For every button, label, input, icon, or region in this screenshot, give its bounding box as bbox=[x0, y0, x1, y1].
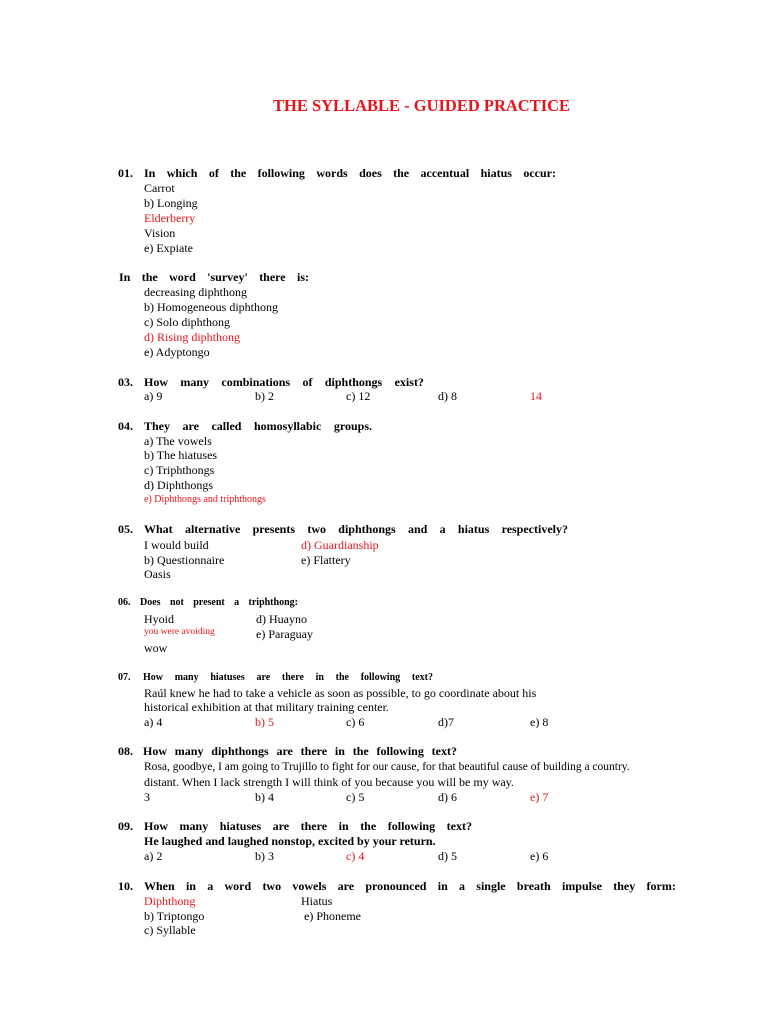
prompt-word: there bbox=[300, 744, 328, 758]
option-a: a) 9 bbox=[144, 389, 163, 403]
prompt-word: text? bbox=[446, 819, 472, 833]
question-prompt bbox=[140, 596, 298, 610]
prompt-word: How bbox=[143, 672, 163, 683]
prompt-word: In bbox=[119, 270, 131, 284]
prompt-word: exist? bbox=[394, 375, 424, 389]
question-prompt bbox=[144, 166, 556, 180]
prompt-word: and bbox=[407, 522, 428, 536]
option-e-answer: 14 bbox=[530, 389, 542, 403]
option-a: 3 bbox=[144, 790, 150, 804]
prompt-word: respectively? bbox=[501, 522, 568, 536]
prompt-word: the bbox=[141, 270, 158, 284]
prompt-word: combinations bbox=[221, 375, 291, 389]
question-text-line: Raúl knew he had to take a vehicle as soon as possible, to go coordinate about his bbox=[144, 686, 537, 700]
prompt-word: not bbox=[169, 597, 184, 608]
option-d: d)7 bbox=[438, 715, 454, 729]
option-d: Vision bbox=[144, 226, 176, 240]
question-number: 06. bbox=[118, 597, 131, 608]
option-c-answer: c) 4 bbox=[346, 849, 365, 863]
question-number: 01. bbox=[118, 166, 133, 180]
prompt-word: there bbox=[281, 672, 304, 683]
prompt-word: words bbox=[316, 166, 348, 180]
prompt-word: hiatus bbox=[480, 166, 512, 180]
question-prompt bbox=[144, 819, 472, 833]
question-number: 08. bbox=[118, 744, 133, 758]
prompt-word: hiatus bbox=[457, 522, 490, 536]
option-e: e) Phoneme bbox=[304, 909, 361, 923]
prompt-word: a bbox=[207, 879, 214, 893]
question-prompt bbox=[119, 270, 309, 284]
prompt-word: the bbox=[352, 744, 369, 758]
option-b-answer: b) 5 bbox=[255, 715, 274, 729]
prompt-word: 'survey' bbox=[207, 270, 248, 284]
prompt-word: following bbox=[257, 166, 305, 180]
question-number: 03. bbox=[118, 375, 133, 389]
option-b: b) Homogeneous diphthong bbox=[144, 300, 278, 314]
option-a-answer: Diphthong bbox=[144, 894, 196, 908]
option-c: c) Syllable bbox=[144, 923, 196, 937]
prompt-word: in bbox=[315, 672, 324, 683]
prompt-word: they bbox=[613, 879, 636, 893]
option-c: c) Triphthongs bbox=[144, 463, 215, 477]
prompt-word: are bbox=[276, 744, 293, 758]
prompt-word: text? bbox=[431, 744, 457, 758]
prompt-word: occur: bbox=[523, 166, 556, 180]
prompt-word: many bbox=[174, 744, 204, 758]
prompt-word: in bbox=[437, 879, 448, 893]
option-e-answer: e) Diphthongs and triphthongs bbox=[144, 494, 266, 505]
option-c: c) 6 bbox=[346, 715, 365, 729]
option-d: d) 6 bbox=[438, 790, 457, 804]
option-d: Hiatus bbox=[301, 894, 333, 908]
prompt-word: presents bbox=[252, 522, 296, 536]
prompt-word: hiatuses bbox=[210, 672, 245, 683]
prompt-word: How bbox=[144, 819, 168, 833]
option-a: a) 4 bbox=[144, 715, 163, 729]
question-number: 04. bbox=[118, 419, 133, 433]
prompt-word: many bbox=[174, 672, 199, 683]
prompt-word: homosyllabic bbox=[254, 419, 322, 433]
prompt-word: the bbox=[230, 166, 247, 180]
question-number: 05. bbox=[118, 522, 133, 536]
prompt-word: a bbox=[234, 597, 240, 608]
option-e: e) 6 bbox=[530, 849, 549, 863]
option-b: b) Questionnaire bbox=[144, 553, 225, 567]
option-a: a) 2 bbox=[144, 849, 163, 863]
prompt-word: the bbox=[360, 819, 377, 833]
prompt-word: hiatuses bbox=[219, 819, 262, 833]
option-a: a) The vowels bbox=[144, 434, 212, 448]
prompt-word: following bbox=[387, 819, 436, 833]
prompt-word: two bbox=[262, 879, 282, 893]
prompt-word: in bbox=[338, 819, 349, 833]
option-a: Hyoid bbox=[144, 612, 174, 626]
prompt-word: which bbox=[166, 166, 198, 180]
prompt-word: called bbox=[211, 419, 242, 433]
option-c: Oasis bbox=[144, 567, 171, 581]
option-d: d) 8 bbox=[438, 389, 457, 403]
prompt-word: a bbox=[439, 522, 446, 536]
prompt-word: the bbox=[393, 166, 410, 180]
prompt-word: word bbox=[169, 270, 196, 284]
option-e: e) Flattery bbox=[301, 553, 351, 567]
option-b: b) 4 bbox=[255, 790, 274, 804]
option-c-answer: Elderberry bbox=[144, 211, 196, 225]
question-prompt bbox=[143, 671, 433, 685]
option-c: c) Solo diphthong bbox=[144, 315, 230, 329]
option-d-answer: d) Guardianship bbox=[301, 538, 379, 552]
prompt-word: the bbox=[335, 672, 349, 683]
prompt-word: in bbox=[185, 879, 196, 893]
prompt-word: does bbox=[359, 166, 382, 180]
question-text-line: Rosa, goodbye, I am going to Trujillo to fight for our cause, for that beautiful cause of building a country. bbox=[144, 761, 630, 773]
prompt-word: is: bbox=[297, 270, 309, 284]
question-prompt bbox=[144, 375, 424, 389]
prompt-word: there bbox=[300, 819, 328, 833]
prompt-word: diphthongs bbox=[338, 522, 396, 536]
option-d: d) 5 bbox=[438, 849, 457, 863]
option-e: e) Expiate bbox=[144, 241, 193, 255]
prompt-word: breath bbox=[516, 879, 551, 893]
option-e: e) 8 bbox=[530, 715, 549, 729]
prompt-word: impulse bbox=[561, 879, 602, 893]
option-a: Carrot bbox=[144, 181, 175, 195]
option-b: b) 3 bbox=[255, 849, 274, 863]
question-number: 07. bbox=[118, 672, 131, 683]
option-c: wow bbox=[144, 641, 168, 655]
prompt-word: alternative bbox=[184, 522, 241, 536]
prompt-word: word bbox=[224, 879, 252, 893]
prompt-word: many bbox=[180, 375, 210, 389]
prompt-word: They bbox=[144, 419, 171, 433]
option-a: decreasing diphthong bbox=[144, 285, 247, 299]
prompt-word: diphthongs bbox=[324, 375, 383, 389]
option-b-answer: you were avoiding bbox=[144, 627, 215, 637]
option-b: b) 2 bbox=[255, 389, 274, 403]
prompt-word: present bbox=[193, 597, 225, 608]
question-prompt bbox=[144, 879, 676, 893]
option-d: d) Diphthongs bbox=[144, 478, 213, 492]
prompt-word: following bbox=[376, 744, 424, 758]
prompt-word: are bbox=[182, 419, 199, 433]
prompt-word: following bbox=[360, 672, 401, 683]
prompt-word: accentual bbox=[420, 166, 470, 180]
option-c: c) 5 bbox=[346, 790, 365, 804]
question-text-line: distant. When I lack strength I will think of you because you will be my way. bbox=[144, 775, 514, 789]
prompt-word: vowels bbox=[292, 879, 327, 893]
prompt-word: pronounced bbox=[365, 879, 427, 893]
option-b: b) Triptongo bbox=[144, 909, 205, 923]
option-b: b) The hiatuses bbox=[144, 448, 218, 462]
option-d-answer: d) Rising diphthong bbox=[144, 330, 241, 344]
prompt-word: What bbox=[144, 522, 173, 536]
prompt-word: text? bbox=[411, 672, 433, 683]
question-prompt bbox=[144, 419, 372, 433]
prompt-word: two bbox=[307, 522, 326, 536]
prompt-word: When bbox=[144, 879, 175, 893]
prompt-word: are bbox=[337, 879, 355, 893]
option-e-answer: e) 7 bbox=[530, 790, 549, 804]
prompt-word: of bbox=[208, 166, 219, 180]
prompt-word: Does bbox=[140, 597, 161, 608]
question-number: 10. bbox=[118, 879, 133, 893]
option-a: I would build bbox=[144, 538, 209, 552]
option-c: c) 12 bbox=[346, 389, 371, 403]
prompt-word: in bbox=[334, 744, 345, 758]
prompt-word: triphthong: bbox=[248, 597, 298, 608]
option-b: b) Longing bbox=[144, 196, 198, 210]
prompt-word: a bbox=[459, 879, 466, 893]
prompt-word: How bbox=[144, 375, 168, 389]
prompt-word: diphthongs bbox=[211, 744, 269, 758]
prompt-word: single bbox=[476, 879, 506, 893]
question-text-line: He laughed and laughed nonstop, excited by your return. bbox=[144, 834, 436, 848]
prompt-word: are bbox=[272, 819, 290, 833]
prompt-word: are bbox=[256, 672, 271, 683]
question-prompt bbox=[143, 744, 457, 758]
prompt-word: of bbox=[302, 375, 313, 389]
prompt-word: there bbox=[259, 270, 286, 284]
prompt-word: How bbox=[143, 744, 167, 758]
page-title: THE SYLLABLE - GUIDED PRACTICE bbox=[273, 96, 571, 115]
question-text-line: historical exhibition at that military training center. bbox=[144, 700, 389, 714]
option-d: d) Huayno bbox=[256, 612, 307, 626]
prompt-word: many bbox=[179, 819, 209, 833]
prompt-word: groups. bbox=[333, 419, 372, 433]
prompt-word: In bbox=[144, 166, 156, 180]
option-e: e) Adyptongo bbox=[144, 345, 210, 359]
question-number: 09. bbox=[118, 819, 133, 833]
prompt-word: form: bbox=[646, 879, 676, 893]
question-prompt bbox=[144, 522, 568, 536]
option-e: e) Paraguay bbox=[256, 627, 313, 641]
